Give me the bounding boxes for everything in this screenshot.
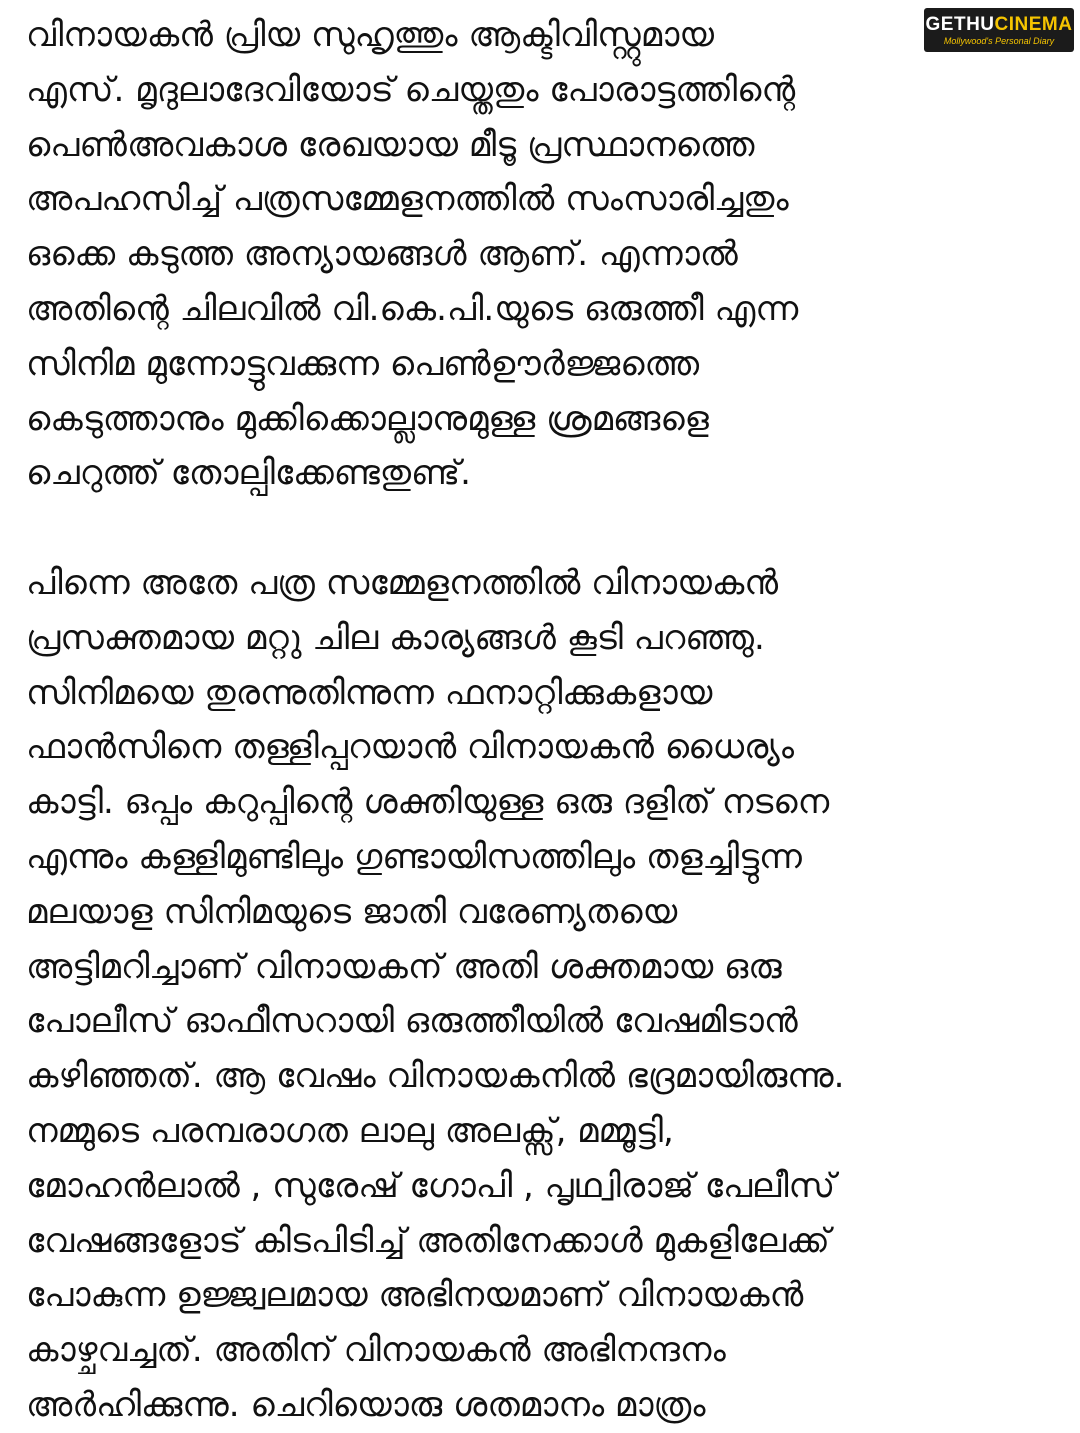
logo-tagline: Mollywood's Personal Diary <box>943 35 1055 46</box>
text-line: പിന്നെ അതേ പത്ര സമ്മേളനത്തിൽ വിനായകൻ <box>26 562 779 603</box>
logo-text-white: GETHU <box>925 13 995 35</box>
text-line: കെടുത്താനും മുക്കിക്കൊല്ലാനുമുള്ള ശ്രമങ്ങളെ <box>26 398 709 439</box>
watermark-logo <box>924 8 1074 52</box>
text-line: അട്ടിമറിച്ചാണ് വിനായകന് അതി ശക്തമായ ഒരു <box>26 946 782 987</box>
text-line: വേഷങ്ങളോട് കിടപിടിച്ച് അതിനേക്കാൾ മുകളിലേക്ക് <box>26 1220 830 1261</box>
text-line: ഫാൻസിനെ തള്ളിപ്പറയാൻ വിനായകൻ ധൈര്യം <box>26 727 795 768</box>
article-text <box>26 8 1066 1433</box>
logo-text-yellow: CINEMA <box>994 13 1073 35</box>
text-line: കാഴ്ചവച്ചത്. അതിന് വിനായകൻ അഭിനന്ദനം <box>26 1330 726 1371</box>
text-line: മോഹൻലാൽ , സുരേഷ് ഗോപി , പൃഥ്വിരാജ് പേലീസ് <box>26 1165 836 1206</box>
text-line: കാട്ടി. ഒപ്പം കറുപ്പിന്റെ ശക്തിയുള്ള ഒരു ദളിത് നടനെ <box>26 782 830 823</box>
paragraph-gap <box>26 501 1066 556</box>
text-line: സിനിമയെ തുരന്നുതിന്നുന്ന ഫനാറ്റിക്കുകളായ <box>26 672 713 713</box>
logo-wordmark <box>926 14 1073 36</box>
text-line: അപഹസിച്ച് പത്രസമ്മേളനത്തിൽ സംസാരിച്ചതും <box>26 179 789 220</box>
text-line: എന്നും കള്ളിമുണ്ടിലും ഗുണ്ടായിസത്തിലും തളച്ചിട്ടുന്ന <box>26 836 802 877</box>
text-line: അതിന്റെ ചിലവിൽ വി.കെ.പി.യുടെ ഒരുത്തീ എന്ന <box>26 288 799 329</box>
text-line: പോലീസ് ഓഫീസറായി ഒരുത്തീയിൽ വേഷമിടാൻ <box>26 1001 798 1042</box>
text-line: എസ്. മൃദുലാദേവിയോട് ചെയ്തതും പോരാട്ടത്തിന്റെ <box>26 69 796 110</box>
text-line: ചെറുത്ത് തോല്പിക്കേണ്ടതുണ്ട്. <box>26 453 471 494</box>
paragraph-2 <box>26 556 1066 1433</box>
text-line: നമ്മുടെ പരമ്പരാഗത ലാലു അലക്സ്, മമ്മൂട്ടി, <box>26 1110 674 1151</box>
text-line: പോകുന്ന ഉജ്ജ്വലമായ അഭിനയമാണ് വിനായകൻ <box>26 1275 804 1316</box>
text-line: സിനിമ മുന്നോട്ടുവക്കുന്ന പെൺഊർജ്ജത്തെ <box>26 343 700 384</box>
text-line: വിനായകൻ പ്രിയ സുഹൃത്തും ആക്ടിവിസ്റ്റുമായ <box>26 15 715 55</box>
text-line: പ്രസക്തമായ മറ്റു ചില കാര്യങ്ങൾ കൂടി പറഞ്ഞു. <box>26 617 765 658</box>
text-line: കഴിഞ്ഞത്. ആ വേഷം വിനായകനിൽ ഭദ്രമായിരുന്നു. <box>26 1056 845 1097</box>
text-line: പെൺഅവകാശ രേഖയായ മീടൂ പ്രസ്ഥാനത്തെ <box>26 124 755 165</box>
text-line: ഒക്കെ കടുത്ത അന്യായങ്ങൾ ആണ്. എന്നാൽ <box>26 234 738 275</box>
text-line: മലയാള സിനിമയുടെ ജാതി വരേണ്യതയെ <box>26 891 678 932</box>
paragraph-1 <box>26 8 1066 501</box>
text-line: അർഹിക്കുന്നു. ചെറിയൊരു ശതമാനം മാത്രം <box>26 1384 706 1425</box>
